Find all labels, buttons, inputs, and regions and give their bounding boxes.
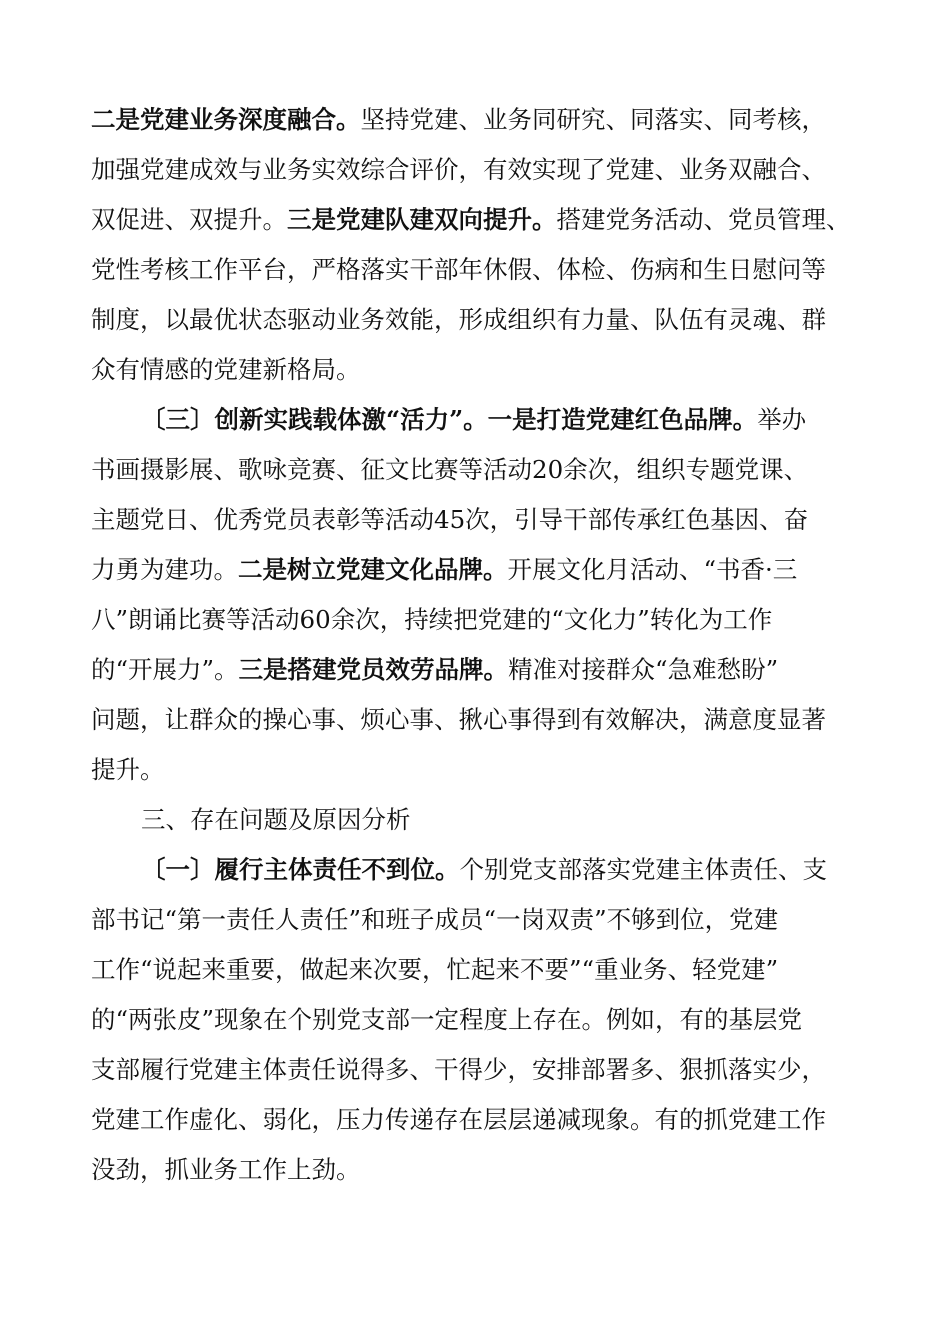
body-text: 加强党建成效与业务实效综合评价，有效实现了党建、业务双融合、 bbox=[91, 155, 826, 184]
body-line bbox=[91, 553, 797, 587]
body-text: 书画摄影展、歌咏竞赛、征文比赛等活动20余次，组织专题党课、 bbox=[91, 455, 809, 484]
body-line bbox=[91, 303, 826, 337]
body-text: 党性考核工作平台，严格落实干部年休假、体检、伤病和生日慰问等 bbox=[91, 255, 826, 284]
body-text: 提升。 bbox=[91, 755, 165, 784]
body-text: 支部履行党建主体责任说得多、干得少，安排部署多、狠抓落实少， bbox=[91, 1055, 826, 1084]
section-heading-line bbox=[141, 853, 827, 887]
body-text: 众有情感的党建新格局。 bbox=[91, 355, 361, 384]
body-line bbox=[91, 353, 361, 387]
body-text: 举办 bbox=[757, 405, 807, 434]
body-line bbox=[91, 1003, 802, 1037]
body-text: 八”朗诵比赛等活动60余次，持续把党建的“文化力”转化为工作 bbox=[91, 605, 773, 634]
bold-heading-text: 三是党建队建双向提升。 bbox=[287, 205, 557, 234]
body-text: 主题党日、优秀党员表彰等活动45次，引导干部传承红色基因、奋 bbox=[91, 505, 809, 534]
body-text: 个别党支部落实党建主体责任、支 bbox=[459, 855, 827, 884]
section-title bbox=[141, 803, 411, 837]
body-line bbox=[91, 753, 165, 787]
body-text: 的“开展力”。 bbox=[91, 655, 239, 684]
body-line bbox=[91, 103, 826, 137]
body-line bbox=[91, 1053, 826, 1087]
body-text: 党建工作虚化、弱化，压力传递存在层层递减现象。有的抓党建工作 bbox=[91, 1105, 826, 1134]
body-text: 部书记“第一责任人责任”和班子成员“一岗双责”不够到位，党建 bbox=[91, 905, 779, 934]
body-text: 坚持党建、业务同研究、同落实、同考核， bbox=[360, 105, 826, 134]
body-text: 制度，以最优状态驱动业务效能，形成组织有力量、队伍有灵魂、群 bbox=[91, 305, 826, 334]
body-line bbox=[91, 503, 808, 537]
bold-heading-text: 二是党建业务深度融合。 bbox=[91, 105, 361, 134]
body-text: 的“两张皮”现象在个别党支部一定程度上存在。例如，有的基层党 bbox=[91, 1005, 803, 1034]
body-line bbox=[91, 903, 778, 937]
section-title-text: 三、存在问题及原因分析 bbox=[141, 805, 411, 834]
body-text: 搭建党务活动、党员管理、 bbox=[556, 205, 851, 234]
body-line bbox=[91, 1103, 826, 1137]
body-text: 开展文化月活动、“书香·三 bbox=[507, 555, 798, 584]
body-line bbox=[91, 1153, 361, 1187]
body-line bbox=[91, 203, 851, 237]
body-text: 问题，让群众的操心事、烦心事、揪心事得到有效解决，满意度显著 bbox=[91, 705, 826, 734]
body-line bbox=[91, 153, 826, 187]
body-text: 精准对接群众“急难愁盼” bbox=[508, 655, 779, 684]
body-text: 双促进、双提升。 bbox=[91, 205, 287, 234]
bold-heading-text: 〔三〕创新实践载体激“活力”。一是打造党建红色品牌。 bbox=[141, 405, 758, 434]
bold-heading-text: 二是树立党建文化品牌。 bbox=[238, 555, 508, 584]
body-text: 没劲，抓业务工作上劲。 bbox=[91, 1155, 361, 1184]
body-line bbox=[91, 703, 826, 737]
body-line bbox=[91, 453, 808, 487]
body-line bbox=[91, 253, 826, 287]
body-line bbox=[91, 653, 778, 687]
bold-heading-text: 三是搭建党员效劳品牌。 bbox=[238, 655, 509, 684]
bold-heading-text: 〔一〕履行主体责任不到位。 bbox=[141, 855, 460, 884]
section-heading-line bbox=[141, 403, 806, 437]
body-line bbox=[91, 603, 772, 637]
body-text: 工作“说起来重要，做起来次要，忙起来不要”“重业务、轻党建” bbox=[91, 955, 779, 984]
body-line bbox=[91, 953, 778, 987]
body-text: 力勇为建功。 bbox=[91, 555, 238, 584]
